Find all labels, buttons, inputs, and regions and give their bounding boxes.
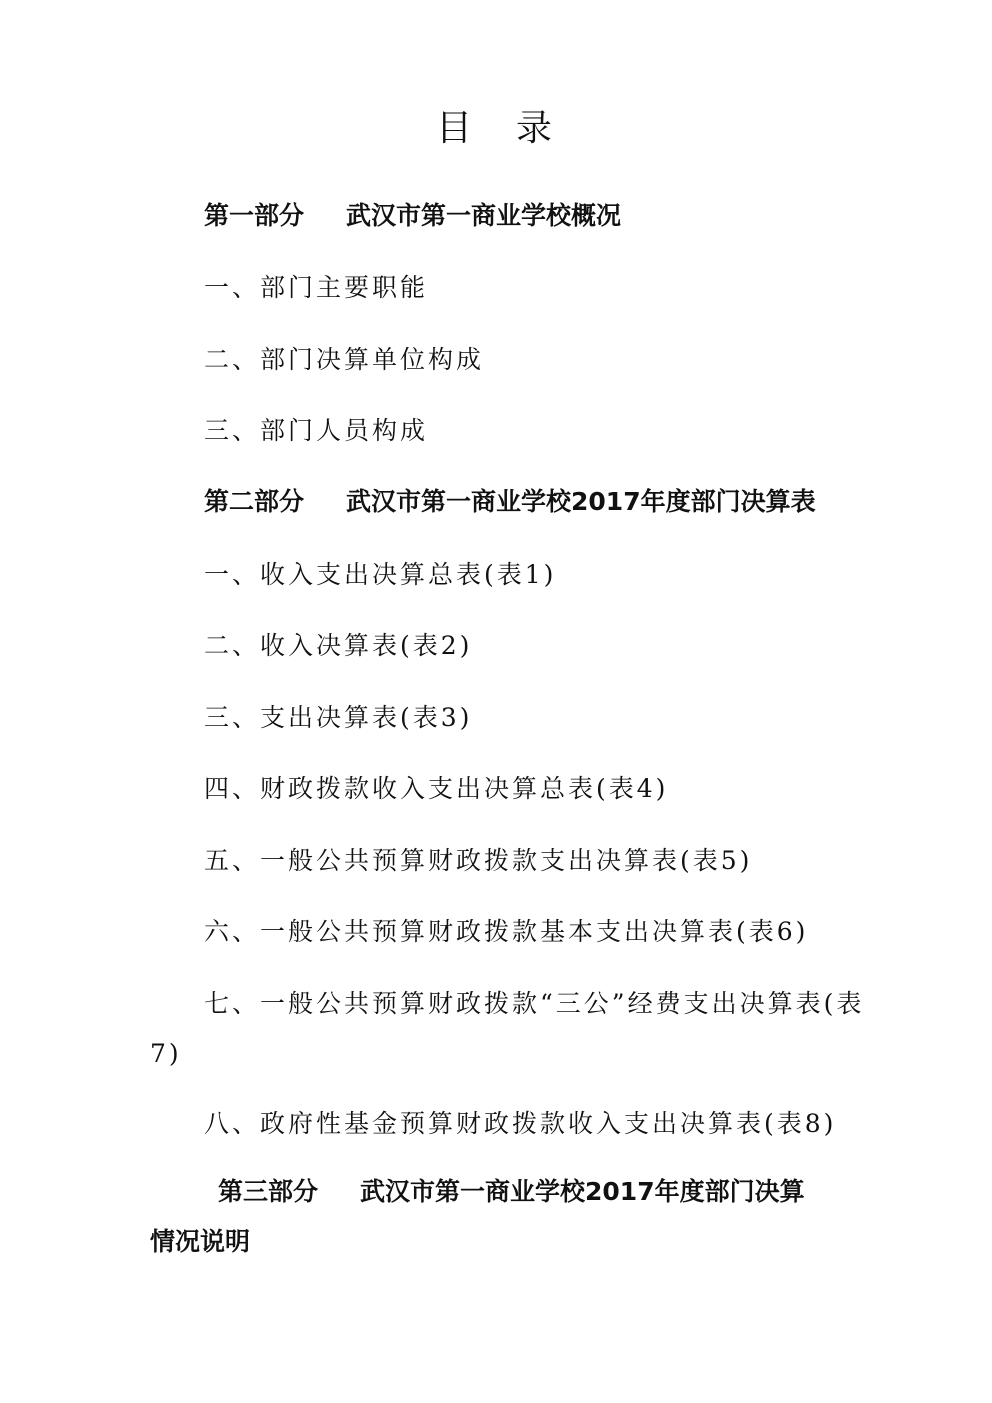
toc-item: 二、部门决算单位构成 — [204, 345, 485, 374]
toc-item: 七、一般公共预算财政拨款“三公”经费支出决算表(表 — [204, 989, 865, 1018]
toc-item: 四、财政拨款收入支出决算总表(表4) — [204, 774, 669, 803]
toc-item: 三、支出决算表(表3) — [204, 703, 473, 732]
toc-item: 一、部门主要职能 — [204, 273, 429, 302]
toc-item-continuation: 7) — [150, 1039, 182, 1068]
part1-text: 武汉市第一商业学校概况 — [346, 201, 622, 230]
part2-heading — [204, 486, 816, 518]
toc-item: 八、政府性基金预算财政拨款收入支出决算表(表8) — [204, 1109, 837, 1138]
toc-item: 三、部门人员构成 — [204, 416, 429, 445]
part3-heading — [218, 1176, 805, 1208]
part2-text: 武汉市第一商业学校2017年度部门决算表 — [346, 487, 816, 516]
toc-item: 二、收入决算表(表2) — [204, 631, 473, 660]
page-title: 目 录 — [435, 108, 556, 149]
part3-text: 武汉市第一商业学校2017年度部门决算 — [360, 1177, 805, 1206]
part3-heading-continuation: 情况说明 — [150, 1227, 251, 1256]
part2-label: 第二部分 — [204, 487, 305, 516]
part1-heading — [204, 200, 621, 232]
toc-item: 六、一般公共预算财政拨款基本支出决算表(表6) — [204, 917, 809, 946]
part3-label: 第三部分 — [218, 1177, 319, 1206]
toc-item: 一、收入支出决算总表(表1) — [204, 560, 557, 589]
toc-item: 五、一般公共预算财政拨款支出决算表(表5) — [204, 846, 753, 875]
part1-label: 第一部分 — [204, 201, 305, 230]
